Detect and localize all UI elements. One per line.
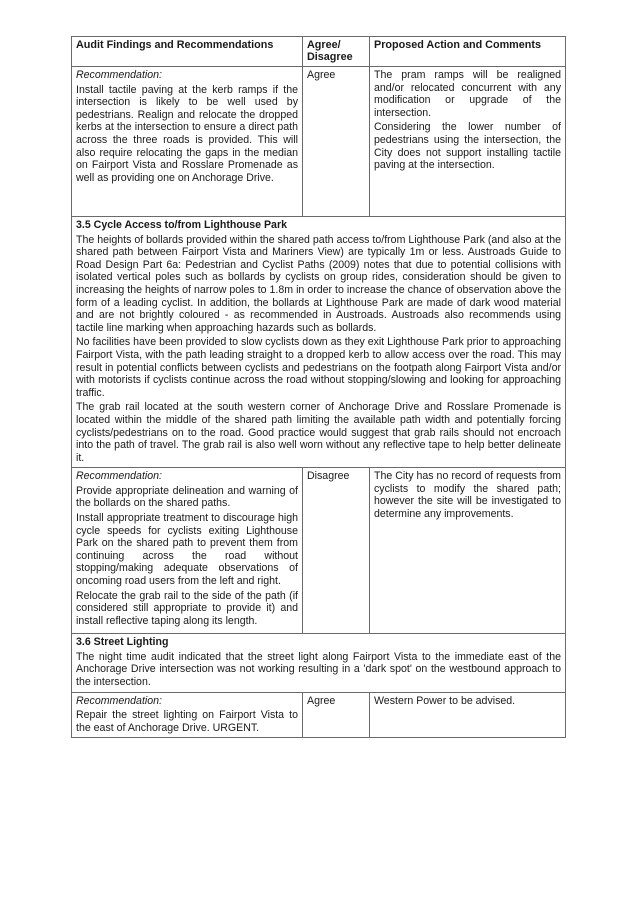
section-title: 3.6 Street Lighting <box>76 636 169 649</box>
recommendation-label: Recommendation: <box>76 470 162 483</box>
comment-text: Western Power to be advised. <box>374 694 516 707</box>
section-row <box>72 634 566 692</box>
agree-cell <box>303 692 370 738</box>
findings-cell <box>72 67 303 217</box>
comments-cell <box>370 468 566 634</box>
header-agree-line1: Agree/ <box>307 39 341 51</box>
findings-cell <box>72 692 303 738</box>
header-findings: Audit Findings and Recommendations <box>72 37 303 67</box>
header-agree-disagree <box>303 37 370 67</box>
recommendation-text: Install tactile paving at the kerb ramps if the intersection is likely to be well used by pedestrians. Realign and relocate the dropped kerbs at the intersection to ensure a direct path across the three roads is provided. This will also require relocating the gaps in the median on Fairport Vista and Rosslare Promenade as well as providing one on Anchorage Drive. <box>76 83 298 184</box>
comment-text: The pram ramps will be realigned and/or relocated concurrent with any modification or upgrade of the intersection. <box>374 69 561 119</box>
agree-value: Agree <box>307 69 336 81</box>
section-title: 3.5 Cycle Access to/from Lighthouse Park <box>76 219 287 231</box>
findings-cell <box>72 468 303 634</box>
recommendation-text: Repair the street lighting on Fairport Vista to the east of Anchorage Drive. URGENT. <box>76 709 298 734</box>
agree-cell <box>303 67 370 217</box>
recommendation-row <box>72 692 566 738</box>
table-header-row <box>72 37 566 67</box>
section-street-lighting <box>72 634 566 692</box>
section-paragraph: The heights of bollards provided within the shared path access to/from Lighthouse Park (and also at the shared path between Fairport Vista and Mariners View) are typically 1m or less. Austroads Guide to Road Design Part 6a: Pedestrian and Cyclist Paths (2009) notes that due to potential collisions with isolated vertical poles such as bollards by cyclists on group rides, consideration should be given to increasing the heights of narrow poles to 1.8m in order to increase the chance of observation above the form of a leading cyclist. In addition, the bollards at Lighthouse Park are made of dark wood material and are not brightly coloured - as recommended in Austroads. Austroads also recommends using tactile line marking when approaching hazards such as bollards. <box>76 233 561 334</box>
comments-cell <box>370 692 566 738</box>
section-paragraph: No facilities have been provided to slow cyclists down as they exit Lighthouse Park prior to approaching Fairport Vista, with the path leading straight to a dropped kerb to allow access over the road. This may result in potential conflicts between cyclists and pedestrians on the footpath along Fairport Vista and/or with motorists if cyclists continue across the road without stopping/slowing and looking for approaching traffic. <box>76 336 561 399</box>
recommendation-label: Recommendation: <box>76 694 162 707</box>
recommendation-row <box>72 468 566 634</box>
comment-text: Considering the lower number of pedestrians using the intersection, the City does not support installing tactile paving at the intersection. <box>374 121 561 172</box>
agree-value: Disagree <box>307 470 350 483</box>
section-paragraph: The grab rail located at the south western corner of Anchorage Drive and Rosslare Promenade is located within the middle of the shared path limiting the available path width and potentially forcing cyclists/pedestrians on to the road. Good practice would suggest that grab rails should not encroach into the path of travel. The grab rail is also well worn without any reflective tape to help better delineate it. <box>76 401 561 464</box>
comments-cell <box>370 67 566 217</box>
agree-cell <box>303 468 370 634</box>
recommendation-text: Relocate the grab rail to the side of the path (if considered still appropriate to provide it) and install reflective taping along its length. <box>76 589 298 627</box>
recommendation-label: Recommendation: <box>76 69 162 81</box>
header-proposed-action: Proposed Action and Comments <box>370 37 566 67</box>
section-paragraph: The night time audit indicated that the street light along Fairport Vista to the immediate east of the Anchorage Drive intersection was not working resulting in a 'dark spot' on the westbound approach to the intersection. <box>76 650 561 689</box>
recommendation-text: Provide appropriate delineation and warning of the bollards on the shared paths. <box>76 484 298 510</box>
audit-table <box>71 36 566 738</box>
section-cycle-access <box>72 217 566 468</box>
recommendation-text: Install appropriate treatment to discourage high cycle speeds for cyclists exiting Lighthouse Park on the shared path to prevent them from continuing across the road without stopping/making adequate observations of oncoming road users from the left and right. <box>76 512 298 588</box>
section-row <box>72 217 566 468</box>
comment-text: The City has no record of requests from cyclists to modify the shared path; however the site will be investigated to determine any improvements. <box>374 470 561 521</box>
header-agree-line2: Disagree <box>307 51 353 63</box>
recommendation-row <box>72 67 566 217</box>
agree-value: Agree <box>307 694 336 707</box>
